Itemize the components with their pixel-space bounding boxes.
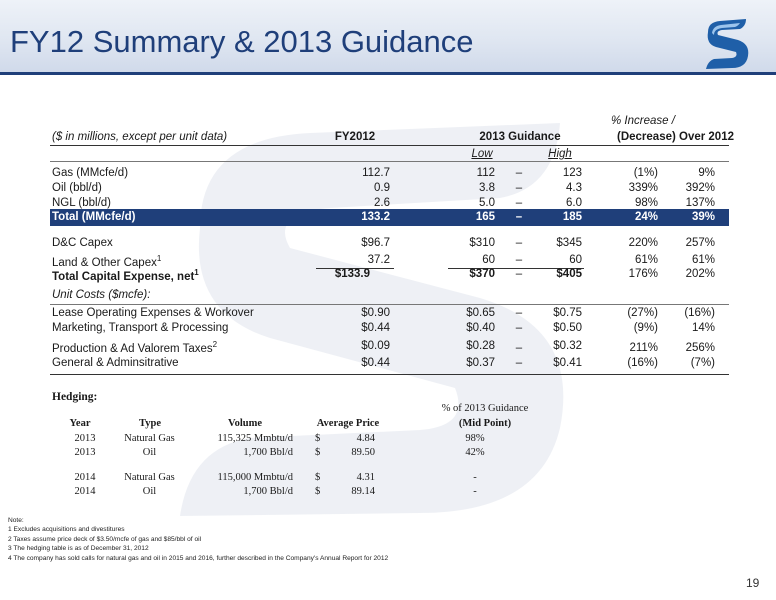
page-number: 19	[746, 576, 760, 590]
hedge-price: 89.14	[351, 486, 375, 497]
range-dash: –	[515, 182, 523, 194]
high-value: $0.41	[553, 357, 582, 369]
change-high-value: 14%	[691, 322, 715, 334]
hedge-year-header: Year	[69, 418, 91, 429]
total-production-row	[50, 209, 729, 226]
row-label-text: Land & Other Capex	[52, 256, 157, 269]
slide-title: FY12 Summary & 2013 Guidance	[10, 24, 474, 59]
hedge-type: Natural Gas	[124, 433, 175, 444]
header-rule	[50, 145, 729, 146]
change-low-value: 220%	[628, 237, 658, 249]
low-value: $370	[469, 268, 495, 280]
low-value: 165	[475, 211, 495, 223]
row-label: Marketing, Transport & Processing	[52, 322, 229, 334]
hedge-year: 2013	[74, 433, 96, 444]
hedge-pct-header-line1: % of 2013 Guidance	[441, 403, 529, 414]
change-header-line1: % Increase /	[611, 115, 675, 127]
high-value: $0.75	[553, 307, 582, 319]
units-note: ($ in millions, except per unit data)	[52, 131, 228, 143]
change-high-value: (16%)	[684, 307, 715, 319]
footnote: 4 The company has sold calls for natural gas and oil in 2015 and 2016, further described in the Company's Annual Report for 2012	[8, 554, 389, 562]
range-dash: –	[515, 307, 523, 319]
hedge-currency: $	[315, 472, 321, 483]
footnote: 1 Excludes acquisitions and divestitures	[8, 526, 125, 534]
change-low-value: (1%)	[633, 167, 658, 179]
change-high-value: 137%	[685, 197, 715, 209]
fy2012-value: 2.6	[374, 197, 390, 209]
change-high-value: 202%	[685, 268, 715, 280]
change-high-value: 257%	[685, 237, 715, 249]
change-low-value: 339%	[628, 182, 658, 194]
hedge-pct-header-line2: (Mid Point)	[458, 418, 512, 429]
change-low-value: 211%	[629, 342, 658, 354]
change-low-value: (16%)	[627, 357, 658, 369]
row-label: D&C Capex	[52, 237, 113, 249]
company-s-logo-icon	[702, 18, 752, 70]
fy2012-value: 37.2	[367, 254, 390, 266]
range-dash: –	[515, 254, 523, 266]
hedge-type: Oil	[142, 447, 157, 458]
high-value: 185	[562, 211, 582, 223]
footnote-ref: 1	[156, 254, 162, 263]
row-label-text: Total Capital Expense, net	[52, 270, 195, 283]
row-label: Oil (bbl/d)	[52, 182, 102, 194]
footnote: 2 Taxes assume price deck of $3.50/mcfe of gas and $85/bbl of oil	[8, 535, 202, 543]
hedge-pct: 42%	[465, 447, 485, 458]
hedge-volume: 1,700 Bbl/d	[243, 447, 293, 458]
change-high-value: 256%	[685, 342, 715, 354]
hedge-year: 2014	[74, 486, 96, 497]
hedge-pct: -	[473, 486, 477, 497]
low-value: $0.40	[466, 322, 495, 334]
hedge-currency: $	[315, 447, 321, 458]
range-dash: –	[515, 342, 523, 354]
fy2012-value: $0.44	[361, 357, 390, 369]
row-label: Total (MMcfe/d)	[52, 211, 136, 223]
change-header-line2: (Decrease) Over 2012	[617, 131, 734, 143]
header-divider	[0, 72, 776, 75]
change-low-value: 98%	[634, 197, 658, 209]
hedge-currency: $	[315, 486, 321, 497]
hedge-volume: 115,000 Mmbtu/d	[217, 472, 293, 483]
subheader-rule	[50, 161, 729, 162]
hedge-pct: 98%	[465, 433, 485, 444]
fy2012-value: $133.9	[334, 268, 370, 280]
fy2012-value: 0.9	[374, 182, 390, 194]
unit-costs-label: Unit Costs ($mcfe):	[52, 289, 151, 301]
row-label: General & Adminsitrative	[52, 357, 179, 369]
row-label: Lease Operating Expenses & Workover	[52, 307, 254, 319]
change-high-value: (7%)	[690, 357, 715, 369]
range-dash: –	[515, 197, 523, 209]
row-label	[52, 268, 199, 283]
high-value: 123	[562, 167, 582, 179]
high-value: 60	[569, 254, 582, 266]
change-low-value: (9%)	[633, 322, 658, 334]
low-value: $310	[469, 237, 495, 249]
high-value: $405	[556, 268, 582, 280]
fy2012-value: $0.09	[361, 340, 390, 352]
row-label	[52, 340, 217, 355]
range-dash: –	[515, 268, 523, 280]
table-bottom-rule	[50, 374, 729, 375]
low-value: 3.8	[479, 182, 495, 194]
low-value: 112	[476, 167, 495, 179]
hedge-currency: $	[315, 433, 321, 444]
notes-heading: Note:	[8, 517, 24, 524]
row-label	[52, 254, 161, 269]
low-value: $0.37	[466, 357, 495, 369]
high-value: 4.3	[566, 182, 582, 194]
low-value: $0.65	[466, 307, 495, 319]
hedge-price-header: Average Price	[316, 418, 380, 429]
change-low-value: 24%	[634, 211, 658, 223]
change-high-value: 9%	[698, 167, 715, 179]
low-header: Low	[471, 148, 493, 160]
change-low-value: 176%	[628, 268, 658, 280]
low-value: $0.28	[466, 340, 495, 352]
hedge-type-header: Type	[139, 418, 161, 429]
range-dash: –	[515, 211, 523, 223]
high-value: $0.50	[553, 322, 582, 334]
hedge-volume: 1,700 Bbl/d	[243, 486, 293, 497]
change-high-value: 392%	[685, 182, 715, 194]
row-label-text: Production & Ad Valorem Taxes	[52, 342, 213, 355]
low-value: 5.0	[479, 197, 495, 209]
row-label: Gas (MMcfe/d)	[52, 167, 129, 179]
hedge-type: Oil	[142, 486, 157, 497]
guidance-header: 2013 Guidance	[479, 131, 561, 143]
hedge-pct: -	[473, 472, 477, 483]
hedge-type: Natural Gas	[124, 472, 175, 483]
change-high-value: 39%	[691, 211, 715, 223]
fy2012-value: 112.7	[362, 167, 390, 179]
fy2012-value: $0.44	[361, 322, 390, 334]
fy2012-value: 133.2	[361, 211, 390, 223]
high-value: $0.32	[553, 340, 582, 352]
hedging-title: Hedging:	[52, 391, 98, 403]
change-high-value: 61%	[691, 254, 715, 266]
high-value: 6.0	[566, 197, 582, 209]
unit-costs-rule	[50, 304, 729, 305]
change-low-value: 61%	[634, 254, 658, 266]
range-dash: –	[515, 237, 523, 249]
range-dash: –	[515, 322, 523, 334]
high-header: High	[548, 148, 572, 160]
range-dash: –	[515, 167, 523, 179]
hedge-year: 2014	[74, 472, 96, 483]
fy2012-value: $96.7	[361, 237, 390, 249]
footnote-ref: 1	[194, 268, 199, 277]
row-label: NGL (bbl/d)	[52, 197, 112, 209]
hedge-volume-header: Volume	[227, 418, 263, 429]
footnotes	[8, 516, 388, 563]
fy2012-value: $0.90	[361, 307, 390, 319]
hedge-volume: 115,325 Mmbtu/d	[217, 433, 293, 444]
change-low-value: (27%)	[627, 307, 658, 319]
high-value: $345	[556, 237, 582, 249]
hedge-price: 89.50	[351, 447, 375, 458]
range-dash: –	[515, 357, 523, 369]
hedge-price: 4.84	[356, 433, 375, 444]
footnote: 3 The hedging table is as of December 31, 2012	[8, 545, 149, 553]
fy2012-header: FY2012	[334, 131, 376, 143]
footnote-ref: 2	[212, 340, 218, 349]
hedge-price: 4.31	[356, 472, 375, 483]
low-value: 60	[482, 254, 495, 266]
hedge-year: 2013	[74, 447, 96, 458]
